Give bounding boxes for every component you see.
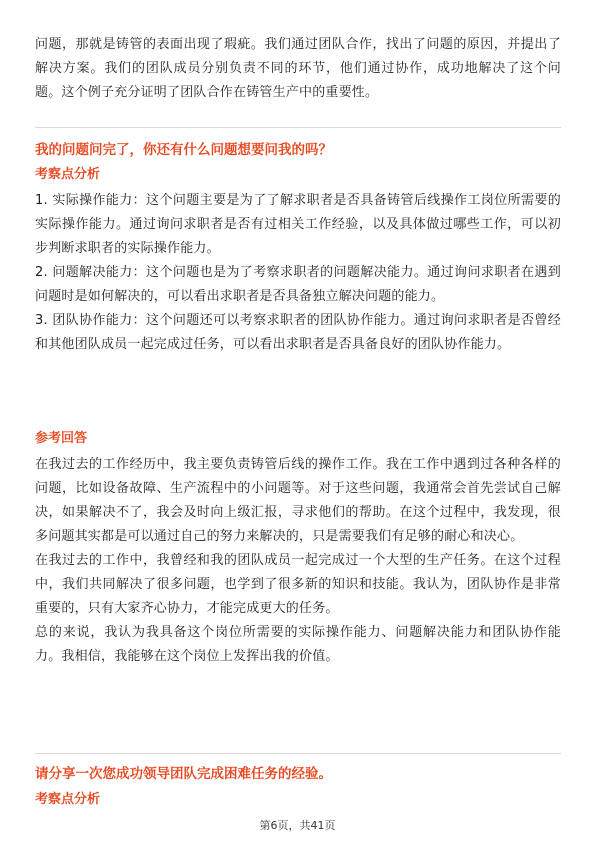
analysis-item-teamwork: 3. 团队协作能力：这个问题还可以考察求职者的团队协作能力。通过询问求职者是否曾经和其他团队成员一起完成过任务，可以看出求职者是否具备良好的团队协作能力。 bbox=[35, 313, 561, 352]
analysis-item-practical: 1. 实际操作能力：这个问题主要是为了了解求职者是否具备铸管后线操作工岗位所需要的实际操作能力。通过询问求职者是否有过相关工作经验，以及具体做过哪些工作，可以初步判断求职者的实际操作能力。 bbox=[35, 193, 561, 256]
analysis-list-1 bbox=[35, 189, 561, 357]
answer-paragraph: 总的来说，我认为我具备这个岗位所需要的实际操作能力、问题解决能力和团队协作能力。我相信，我能够在这个岗位上发挥出我的价值。 bbox=[35, 625, 561, 664]
intro-paragraph: 问题，那就是铸管的表面出现了瑕疵。我们通过团队合作，找出了问题的原因，并提出了解决方案。我们的团队成员分别负责不同的环节，他们通过协作，成功地解决了这个问题。这个例子充分证明了团队合作在铸管生产中的重要性。 bbox=[35, 37, 561, 100]
intro-block bbox=[35, 33, 561, 105]
analysis-heading-1: 考察点分析 bbox=[35, 167, 101, 182]
answer-paragraph: 在我过去的工作经历中，我主要负责铸管后线的操作工作。我在工作中遇到过各种各样的问题，比如设备故障、生产流程中的小问题等。对于这些问题，我通常会首先尝试自己解决，如果解决不了，我会及时向上级汇报，寻求他们的帮助。在这个过程中，我发现，很多问题其实都是可以通过自己的努力来解决的，只是需要我们有足够的耐心和决心。 bbox=[35, 457, 561, 544]
answer-paragraph: 在我过去的工作中，我曾经和我的团队成员一起完成过一个大型的生产任务。在这个过程中，我们共同解决了很多问题，也学到了很多新的知识和技能。我认为，团队协作是非常重要的，只有大家齐心协力，才能完成更大的任务。 bbox=[35, 553, 561, 616]
divider-2 bbox=[35, 753, 561, 754]
divider-1 bbox=[35, 127, 561, 128]
question-2-title: 请分享一次您成功领导团队完成困难任务的经验。 bbox=[35, 766, 332, 782]
answer-heading-1: 参考回答 bbox=[35, 431, 88, 446]
question-1-title: 我的问题问完了，你还有什么问题想要问我的吗？ bbox=[35, 142, 332, 158]
analysis-item-problem-solving: 2. 问题解决能力：这个问题也是为了考察求职者的问题解决能力。通过询问求职者在遇到问题时是如何解决的，可以看出求职者是否具备独立解决问题的能力。 bbox=[35, 265, 561, 304]
page-number: 第6页，共41页 bbox=[259, 819, 336, 832]
answer-block-1 bbox=[35, 453, 561, 669]
analysis-heading-2: 考察点分析 bbox=[35, 792, 101, 807]
